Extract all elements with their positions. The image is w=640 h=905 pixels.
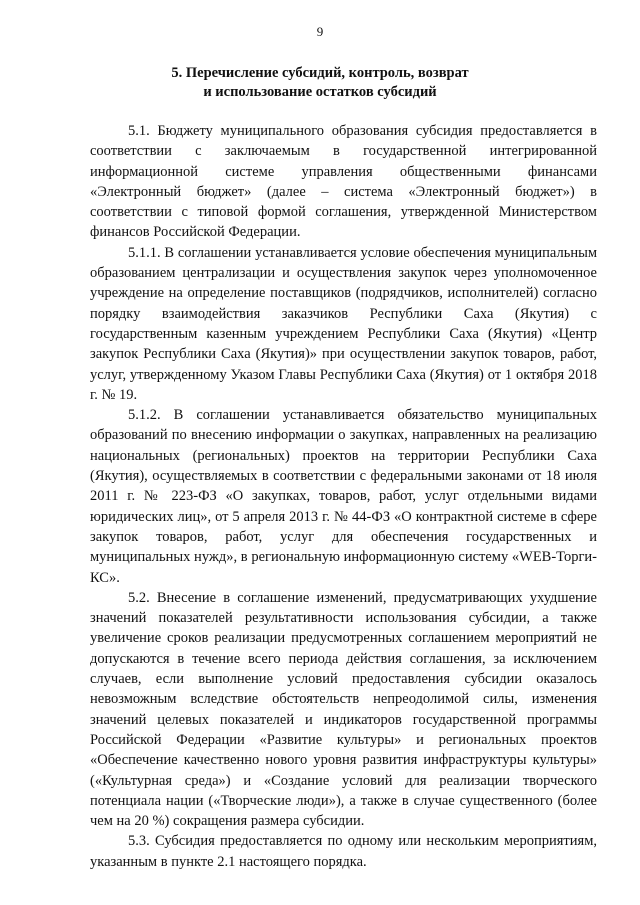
paragraph-5-1-1: 5.1.1. В соглашении устанавливается условие обеспечения муниципальным образованием централизации и осуществления закупок через уполномоченное учреждение на определение поставщиков (подрядчиков, исполнителей) согласно порядку взаимодействия заказчиков Республики Саха (Якутия) с государственным казенным учреждением Республики Саха (Якутия) «Центр закупок Республики Саха (Якутия)» при осуществлении закупок товаров, работ, услуг, утвержденному Указом Главы Республики Саха (Якутия) от 1 октября 2018 г. № 19. [90,244,597,403]
section-heading-line-1: 5. Перечисление субсидий, контроль, возврат [171,65,469,81]
document-body [90,121,597,872]
paragraph-5-1-2: 5.1.2. В соглашении устанавливается обязательство муниципальных образований по внесению информации о закупках, направленных на реализацию национальных (региональных) проектов на территории Республики Саха (Якутия), осуществляемых в соответствии с федеральными законами от 18 июля 2011 г. № 223-ФЗ «О закупках, товаров, работ, услуг отдельными видами юридических лиц», от 5 апреля 2013 г. № 44-ФЗ «О контрактной системе в сфере закупок товаров, работ, услуг для обеспечения государственных и муниципальных нужд», в региональную информационную систему «WEB-Торги-КС». [90,407,597,586]
paragraph-5-2: 5.2. Внесение в соглашение изменений, предусматривающих ухудшение значений показателей результативности использования субсидии, а также увеличение сроков реализации предусмотренных соглашением мероприятий не допускаются в течение всего периода действия соглашения, за исключением случаев, если выполнение условий предоставления субсидии оказалось невозможным вследствие обстоятельств непреодолимой силы, изменения значений целевых показателей и индикаторов государственной программы Российской Федерации «Развитие культуры» и региональных проектов «Обеспечение качественно нового уровня развития инфраструктуры культуры» («Культурная среда») и «Создание условий для реализации творческого потенциала нации («Творческие люди»), а также в случае существенного (более чем на 20 %) сокращения размера субсидии. [90,589,597,830]
section-heading-line-2: и использование остатков субсидий [203,84,437,100]
paragraph-5-1: 5.1. Бюджету муниципального образования субсидия предоставляется в соответствии с заключаемым в государственной интегрированной информационной системе управления общественными финансами «Электронный бюджет» (далее – система «Электронный бюджет») в соответствии с типовой формой соглашения, утвержденной Министерством финансов Российской Федерации. [90,123,597,241]
paragraph-5-3: 5.3. Субсидия предоставляется по одному или нескольким мероприятиям, указанным в пункте 2.1 настоящего порядка. [90,833,597,870]
page-number: 9 [316,24,324,39]
section-heading [0,64,640,102]
